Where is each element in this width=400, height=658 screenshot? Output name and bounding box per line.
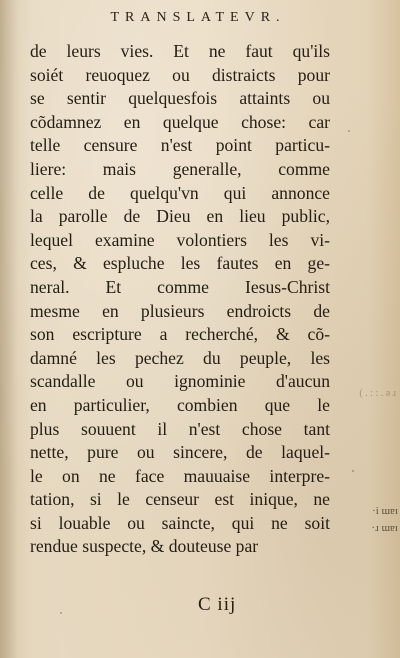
text-line: son escripture a recherché, & cõ- — [30, 324, 330, 345]
text-line: en particulier, combien que le — [30, 394, 330, 415]
text-line: liere: mais generalle, comme — [30, 158, 330, 179]
text-line: cõdamnez en quelque chose: car — [30, 111, 330, 132]
text-line: si louable ou saincte, qui ne soit — [30, 512, 330, 533]
text-line: se sentir quelquesfois attaints ou — [30, 88, 330, 109]
gutter-shadow — [0, 0, 18, 658]
text-line: la parolle de Dieu en lieu public, — [30, 206, 330, 227]
text-line: de leurs vies. Et ne faut qu'ils — [30, 41, 330, 61]
signature-mark: C iij — [198, 594, 237, 615]
text-line: damné les pechez du peuple, les — [30, 347, 330, 368]
text-line: rendue suspecte, & douteuse par — [30, 536, 259, 557]
text-line: ces, & espluche les fautes en ge- — [30, 253, 330, 274]
text-line: celle de quelqu'vn qui annonce — [30, 182, 330, 203]
paper-speck — [348, 130, 350, 132]
running-head: TRANSLATEVR. — [110, 10, 286, 25]
text-line: telle censure n'est point particu- — [30, 135, 330, 156]
text-line: soiét reuoquez ou distraicts pour — [30, 64, 330, 85]
text-line: mesme en plusieurs endroicts de — [30, 300, 330, 321]
text-line: tation, si le censeur est inique, ne — [30, 489, 330, 510]
text-line: scandalle ou ignominie d'aucun — [30, 371, 330, 392]
bleed-through-text: ·ɹ ɯɐɪ — [371, 522, 398, 534]
paper-speck — [60, 612, 62, 614]
paper-speck — [352, 470, 354, 472]
text-line: plus souuent il n'est chose tant — [30, 418, 330, 439]
body-text — [30, 40, 330, 559]
bleed-through-text: ( . : : . ǝ ɹ — [359, 388, 396, 399]
text-line: neral. Et comme Iesus-Christ — [30, 276, 330, 297]
text-line: le on ne face mauuaise interpre- — [30, 465, 330, 486]
bleed-through-text: ·i ɯɐɪ — [372, 505, 398, 517]
text-line: nette, pure ou sincere, de laquel- — [30, 442, 330, 463]
text-line: lequel examine volontiers les vi- — [30, 229, 330, 250]
